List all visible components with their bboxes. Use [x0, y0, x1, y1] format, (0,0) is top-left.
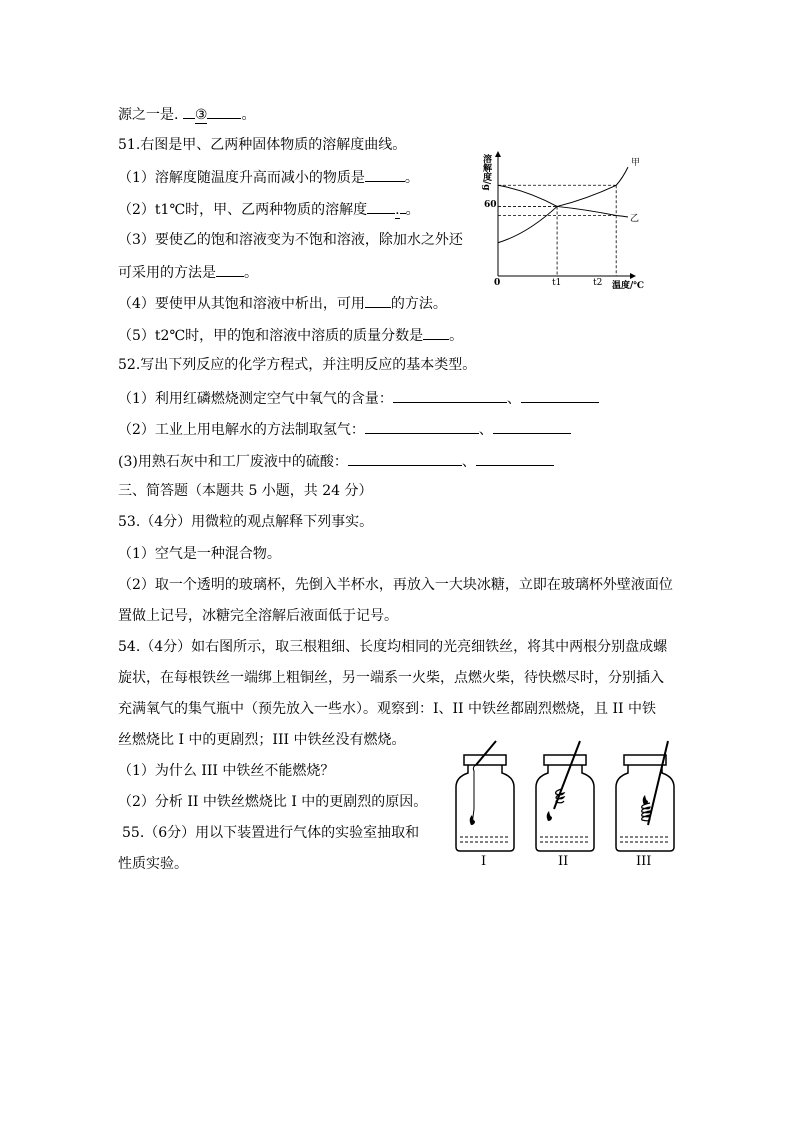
text: （5）t2℃时，甲的饱和溶液中溶质的质量分数是 — [118, 328, 424, 344]
blank — [365, 167, 405, 182]
bottle-label-two: II — [558, 854, 569, 867]
blank — [367, 199, 395, 214]
text: 源之一是. — [118, 107, 179, 123]
q53-part1: （1）空气是一种混合物。 — [118, 546, 281, 562]
text: 可采用的方法是 — [118, 265, 216, 281]
section-three-heading: 三、简答题（本题共 5 小题，共 24 分） — [118, 483, 373, 499]
blank — [476, 451, 554, 466]
text: 、 — [506, 391, 521, 407]
iron-wire-bottles-figure — [446, 737, 686, 867]
y-axis-label: 溶解度/g — [481, 154, 491, 191]
series-jia-line — [498, 167, 628, 243]
q51-title: 51.右图是甲、乙两种固体物质的溶解度曲线。 — [118, 137, 407, 153]
text: . — [395, 202, 400, 218]
series-jia-label: 甲 — [631, 158, 641, 169]
blank — [207, 104, 241, 119]
blank — [521, 388, 599, 403]
q52-part1 — [118, 388, 599, 408]
text: （1）利用红磷燃烧测定空气中氧气的含量： — [118, 391, 393, 407]
text: 、 — [478, 422, 493, 438]
q51-part3a: （3）要使乙的饱和溶液变为不饱和溶液，除加水之外还 — [118, 232, 463, 248]
bottle-three — [616, 741, 674, 851]
text: 的方法。 — [390, 296, 447, 312]
q54-part2: （2）分析 II 中铁丝燃烧比 I 中的更剧烈的原因。 — [118, 794, 428, 810]
x-tick-t2: t2 — [593, 278, 603, 288]
blank — [493, 419, 571, 434]
q51-part3b — [118, 262, 258, 282]
y-tick-60: 60 — [484, 200, 497, 210]
series-yi-line — [498, 185, 628, 217]
text: （2）t1℃时，甲、乙两种物质的溶解度 — [118, 202, 368, 218]
q52-part3 — [118, 451, 554, 471]
bottle-label-one: I — [481, 854, 487, 867]
text: （2）工业上用电解水的方法制取氢气： — [118, 422, 365, 438]
text: （4）要使甲从其饱和溶液中析出，可用 — [118, 296, 365, 312]
answer-mark: ③ — [194, 107, 208, 123]
q53-part2a: （2）取一个透明的玻璃杯，先倒入半杯水，再放入一大块冰糖，立即在玻璃杯外壁液面位 — [118, 577, 673, 593]
blank — [348, 451, 462, 466]
q51-part4 — [118, 293, 447, 313]
text: 。 — [404, 170, 419, 186]
text: （1）溶解度随温度升高而减小的物质是 — [118, 170, 365, 186]
guide-lines — [498, 185, 616, 276]
q54-line3: 充满氧气的集气瓶中（预先放入一些水）。观察到：I、II 中铁丝都剧烈燃烧，且 II 中铁 — [118, 701, 656, 717]
q54-part1: （1）为什么 III 中铁丝不能燃烧？ — [118, 763, 335, 779]
q54-line4: 丝燃烧比 I 中的更剧烈；III 中铁丝没有燃烧。 — [118, 732, 406, 748]
q51-part1 — [118, 167, 419, 187]
blank — [365, 419, 479, 434]
text: (3)用熟石灰中和工厂废液中的硫酸： — [118, 454, 348, 470]
blank — [365, 293, 391, 308]
line-source-answer — [118, 104, 255, 124]
q53-title: 53.（4分）用微粒的观点解释下列事实。 — [118, 514, 374, 530]
x-axis-label: 温度/℃ — [612, 281, 645, 291]
q52-part2 — [118, 419, 571, 439]
series-yi-label: 乙 — [630, 214, 640, 225]
blank — [183, 104, 195, 119]
bottle-label-three: III — [636, 854, 652, 867]
q55-line1: 55.（6分）用以下装置进行气体的实验室抽取和 — [122, 825, 420, 841]
q51-part2 — [118, 199, 420, 219]
q53-part2b: 置做上记号，冰糖完全溶解后液面低于记号。 — [118, 608, 398, 624]
text: 。 — [405, 202, 420, 218]
q55-line2: 性质实验。 — [118, 856, 188, 872]
q52-title: 52.写出下列反应的化学方程式，并注明反应的基本类型。 — [118, 357, 477, 373]
text: 。 — [449, 328, 464, 344]
origin-label: 0 — [494, 278, 501, 288]
text: 、 — [461, 454, 476, 470]
text: 。 — [244, 265, 258, 281]
blank — [393, 388, 507, 403]
blank — [216, 262, 244, 277]
bottle-one — [456, 741, 514, 851]
q54-line1: 54.（4分）如右图所示，取三根粗细、长度均相同的光亮细铁丝，将其中两根分别盘成螺 — [118, 639, 668, 655]
solubility-chart — [480, 142, 650, 292]
bottle-two — [536, 741, 594, 851]
x-tick-t1: t1 — [552, 278, 562, 288]
q51-part5 — [118, 325, 463, 345]
blank — [423, 325, 449, 340]
q54-line2: 旋状，在每根铁丝一端绑上粗铜丝，另一端系一火柴，点燃火柴，待快燃尽时，分别插入 — [118, 670, 664, 686]
text: 。 — [241, 107, 256, 123]
